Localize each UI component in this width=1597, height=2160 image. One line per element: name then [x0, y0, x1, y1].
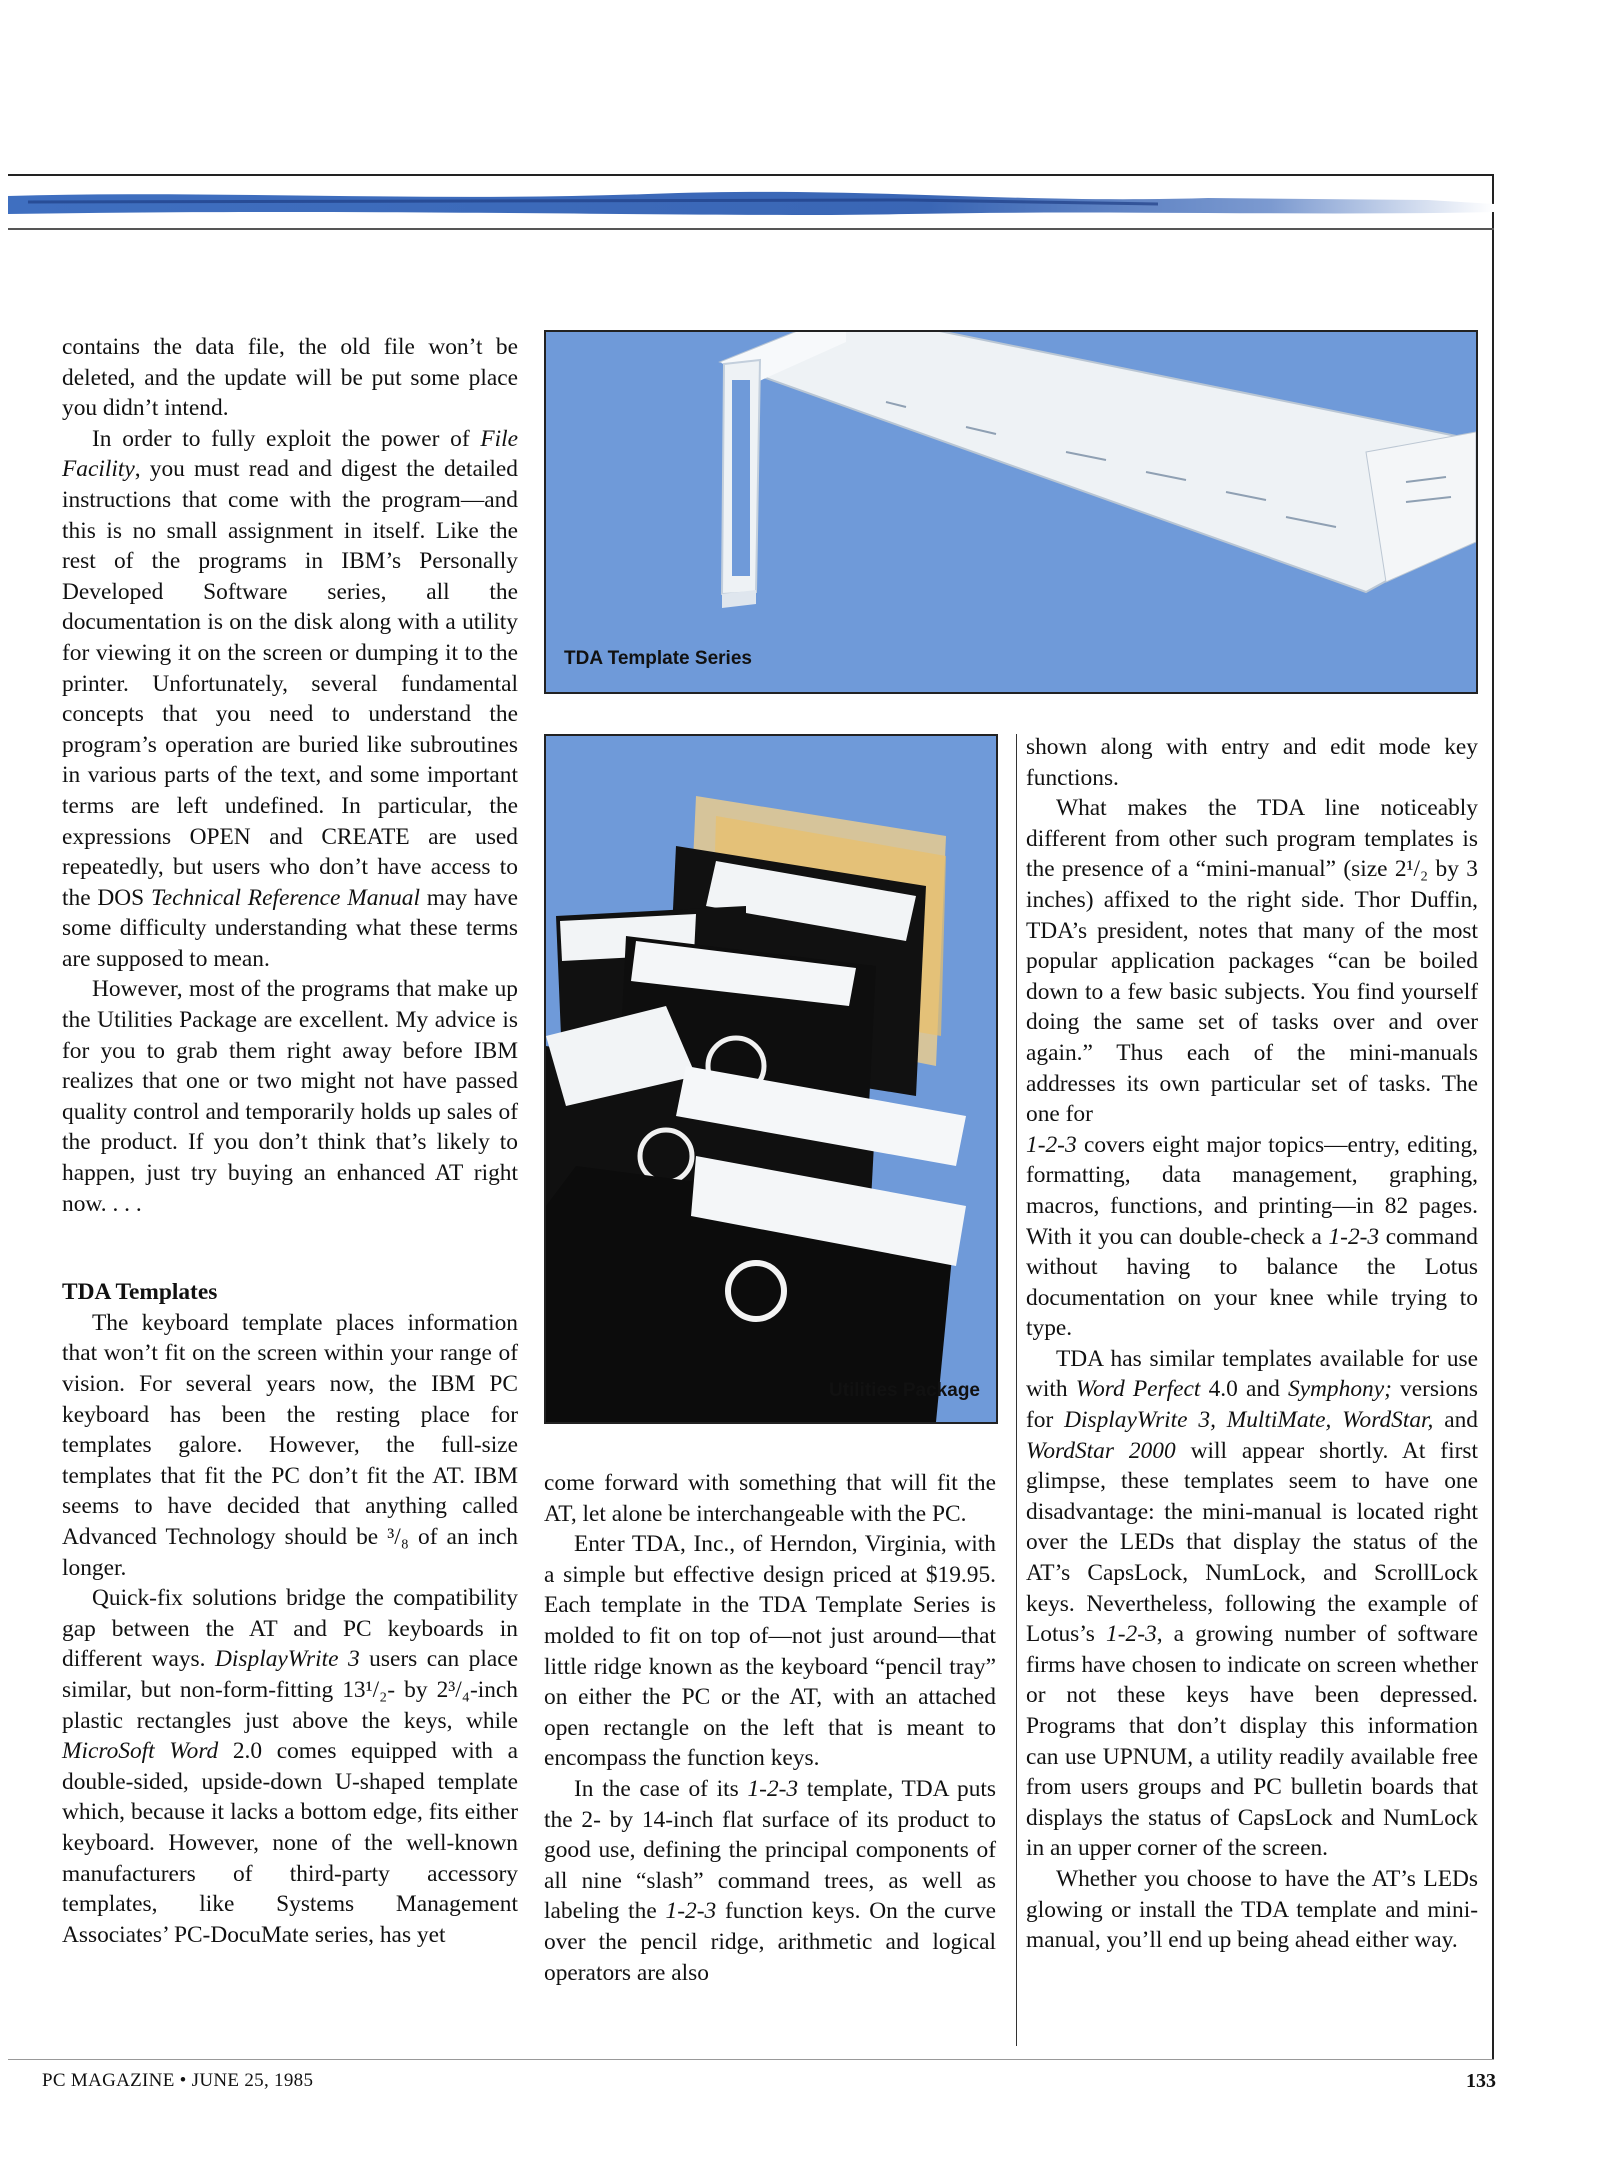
section-heading: TDA Templates: [62, 1279, 218, 1306]
footer-rule: [8, 2059, 1494, 2060]
paragraph: However, most of the programs that make up the Utilities Package are excellent. My advice is for you to grab them right away before IBM realizes that one or two might not have passed quality control and temporarily holds up sales of the product. If you don’t think that’s likely to happen, just try buying an enhanced AT right now. . . .: [62, 976, 518, 1217]
paragraph: The keyboard template places information that won’t fit on the screen within your range of vision. For several years now, the IBM PC keyboard has been the resting place for templates galore. However, the full-size templates that fit the PC don’t fit the AT. IBM seems to have decided that anything called Advanced Technology should be ³/₈ of an inch longer.: [62, 1309, 518, 1581]
paragraph: In the case of its 1-2-3 template, TDA puts the 2- by 14-inch flat surface of its product to good use, defining the principal components of all nine “slash” command trees, as well as labeling the 1-2-3 function keys. On the curve over the pencil ridge, arithmetic and logical operators are also: [544, 1775, 996, 1986]
article-column-1: [62, 332, 518, 1950]
paragraph: Enter TDA, Inc., of Herndon, Virginia, with a simple but effective design priced at $19.95. Each template in the TDA Template Series is molded to fit on top of—not just around—that little ridge known as the keyboard “pencil tray” on either the PC or the AT, with an attached open rectangle on the left that is meant to encompass the function keys.: [544, 1531, 996, 1772]
header-banner-stripe: [8, 182, 1494, 226]
header-rule: [8, 228, 1494, 230]
paragraph: TDA has similar templates available for use with Word Perfect 4.0 and Symphony; versions for DisplayWrite 3, MultiMate, WordStar, and WordStar 2000 will appear shortly. At first glimpse, these templates seem to have one disadvantage: the mini-manual is located right over the LEDs that display the status of the AT’s CapsLock, NumLock, and ScrollLock keys. Nevertheless, following the example of Lotus’s 1-2-3, a growing number of software firms have chosen to indicate on screen whether or not these keys have been depressed. Programs that don’t display this information can use UPNUM, a utility readily available free from users groups and PC bulletin boards that displays the status of CapsLock and NumLock in an upper corner of the screen.: [1026, 1345, 1479, 1862]
publication-footer: PC MAGAZINE • JUNE 25, 1985: [42, 2070, 314, 2091]
column-divider: [1016, 734, 1017, 2046]
paragraph: contains the data file, the old file won’t be deleted, and the update will be put some place you didn’t intend.: [62, 334, 518, 422]
paragraph: 1-2-3 covers eight major topics—entry, editing, formatting, data management, graphing, macros, functions, and printing—in 82 pages. With it you can double-check a 1-2-3 command without having to balance the Lotus documentation on your knee while trying to type.: [1026, 1131, 1478, 1342]
template-photo: [544, 330, 1478, 694]
page-number: 133: [1466, 2070, 1496, 2092]
paragraph: Quick-fix solutions bridge the compatibility gap between the AT and PC keyboards in different ways. DisplayWrite 3 users can place similar, but non-form-fitting 13¹/₂- by 2³/₄-inch plastic rectangles just above the keys, while MicroSoft Word 2.0 comes equipped with a double-sided, upside-down U-shaped template which, because it lacks a bottom edge, fits either keyboard. However, none of the well-known manufacturers of third-party accessory templates, like Systems Management Associates’ PC-DocuMate series, has yet: [62, 1585, 519, 1948]
paragraph: shown along with entry and edit mode key functions.: [1026, 734, 1478, 791]
page-frame-right-rule: [1492, 174, 1494, 2059]
article-column-2: [544, 1468, 996, 1988]
article-column-3: [1026, 732, 1478, 1956]
paragraph: What makes the TDA line noticeably different from other such program templates is the presence of a “mini-manual” (size 2¹/₂ by 3 inches) affixed to the right side. Thor Duffin, TDA’s president, notes that many of the most popular application packages “can be boiled down to a few basic subjects. You find yourself doing the same set of tasks over and over again.” Thus each of the mini-manuals addresses its own particular set of tasks. The one for: [1026, 795, 1478, 1128]
figure-caption: Utilities Package: [828, 1380, 980, 1401]
paragraph: In order to fully exploit the power of File Facility, you must read and digest the detailed instructions that come with the program—and this is no small assignment in itself. Like the rest of the programs in IBM’s Personally Developed Software series, all the documentation is on the disk along with a utility for viewing it on the screen or dumping it to the printer. Unfortunately, several fundamental concepts that you need to understand the program’s operation are buried like subroutines in various parts of the text, and some important terms are left undefined. In particular, the expressions OPEN and CREATE are used repeatedly, but users who don’t have access to the DOS Technical Reference Manual may have some difficulty understanding what these terms are supposed to mean.: [62, 425, 518, 972]
keyboard-template-illustration: [546, 332, 1476, 692]
paragraph: Whether you choose to have the AT’s LEDs glowing or install the TDA template and mini-manual, you’ll end up being ahead either way.: [1026, 1865, 1478, 1954]
figure-caption: TDA Template Series: [564, 648, 752, 669]
page-frame-top-rule: [8, 174, 1494, 176]
paragraph: come forward with something that will fit the AT, let alone be interchangeable with the PC.: [544, 1470, 996, 1527]
utilities-package-photo: [544, 734, 998, 1424]
diskettes-illustration: [546, 736, 996, 1422]
